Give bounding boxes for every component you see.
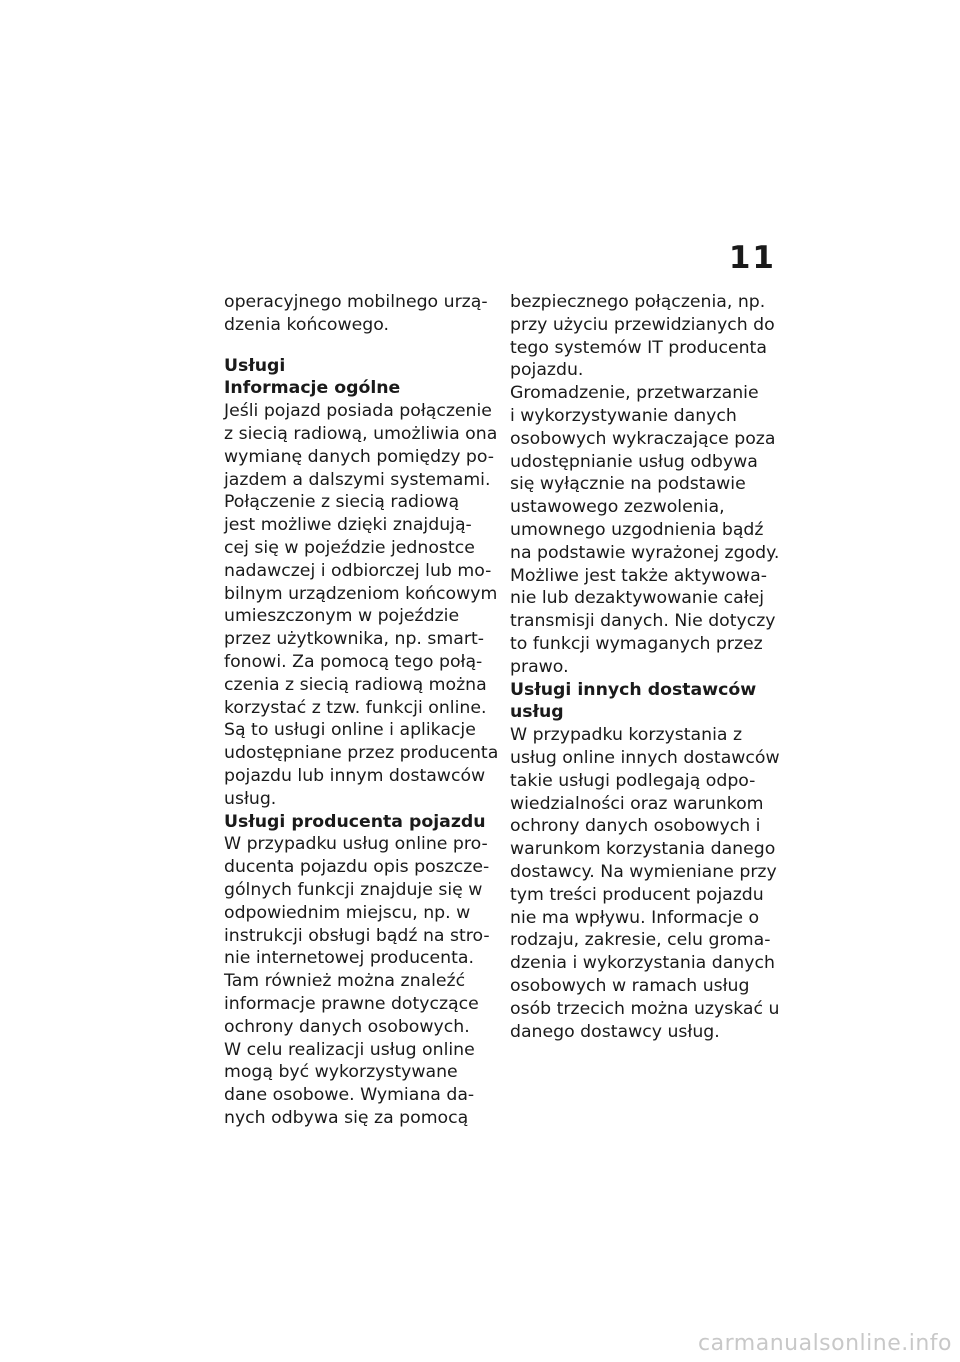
right-column [510, 291, 792, 1043]
text-line: na podstawie wyrażonej zgody. [510, 542, 780, 563]
text-line: dostawcy. Na wymieniane przy [510, 861, 777, 882]
text-line: przy użyciu przewidzianych do [510, 314, 775, 335]
text-line: Jeśli pojazd posiada połączenie [224, 401, 492, 422]
text-line: usług online innych dostawców [510, 747, 780, 768]
text-line: rodzaju, zakresie, celu groma- [510, 930, 771, 951]
text-line: Możliwe jest także aktywowa- [510, 565, 767, 586]
text-line: nie lub dezaktywowanie całej [510, 588, 765, 609]
text-line: operacyjnego mobilnego urzą- [224, 292, 488, 312]
text-line: Tam również można znaleźć [224, 971, 466, 992]
text-line: Są to usługi online i aplikacje [224, 720, 476, 741]
text-line: ochrony danych osobowych i [510, 816, 761, 837]
text-line: informacje prawne dotyczące [224, 993, 479, 1014]
text-line: odpowiednim miejscu, np. w [224, 902, 471, 923]
text-line: ochrony danych osobowych. [224, 1016, 470, 1037]
text-line: takie usługi podlegają odpo- [510, 770, 756, 791]
text-line: udostępniane przez producenta [224, 743, 499, 764]
section-heading: usług [510, 702, 564, 723]
text-line: ustawowego zezwolenia, [510, 497, 725, 518]
text-line: osobowych w ramach usług [510, 975, 750, 996]
text-line: korzystać z tzw. funkcji online. [224, 697, 487, 718]
text-line: W przypadku usług online pro- [224, 834, 488, 855]
text-line: cej się w pojeździe jednostce [224, 537, 475, 558]
text-line: nie internetowej producenta. [224, 948, 474, 969]
text-line: fonowi. Za pomocą tego połą- [224, 651, 483, 672]
text-line: instrukcji obsługi bądź na stro- [224, 925, 490, 946]
text-line: nych odbywa się za pomocą [224, 1107, 469, 1128]
text-line: nadawczej i odbiorczej lub mo- [224, 560, 492, 581]
text-line: wiedzialności oraz warunkom [510, 793, 764, 814]
page-number: 11 [728, 240, 776, 276]
text-line: wymianę danych pomiędzy po- [224, 446, 495, 467]
text-line: prawo. [510, 656, 569, 677]
text-line: tym treści producent pojazdu [510, 884, 764, 905]
text-line: jest możliwe dzięki znajdują- [224, 515, 472, 536]
text-line: bilnym urządzeniom końcowym [224, 583, 498, 604]
text-line: jazdem a dalszymi systemami. [224, 469, 491, 490]
text-line: udostępnianie usług odbywa [510, 451, 758, 472]
text-line: to funkcji wymaganych przez [510, 633, 763, 654]
text-line: W celu realizacji usług online [224, 1039, 475, 1060]
text-line: pojazdu lub innym dostawców [224, 765, 486, 786]
text-line: umieszczonym w pojeździe [224, 606, 460, 627]
watermark: carmanualsonline.info [698, 1331, 952, 1356]
left-column [224, 291, 506, 1130]
text-line: Połączenie z siecią radiową [224, 492, 460, 513]
text-line: czenia z siecią radiową można [224, 674, 487, 695]
text-line: pojazdu. [510, 360, 584, 381]
text-line: usług. [224, 788, 277, 809]
text-line: W przypadku korzystania z [510, 725, 743, 746]
text-line: umownego uzgodnienia bądź [510, 519, 764, 540]
section-heading: Informacje ogólne [224, 378, 401, 399]
text-line: przez użytkownika, np. smart- [224, 629, 484, 650]
text-line: transmisji danych. Nie dotyczy [510, 611, 776, 632]
text-line: tego systemów IT producenta [510, 337, 767, 358]
text-line: dane osobowe. Wymiana da- [224, 1085, 475, 1106]
text-line: Gromadzenie, przetwarzanie [510, 383, 759, 404]
text-line: bezpiecznego połączenia, np. [510, 292, 766, 312]
section-heading: Usługi innych dostawców [510, 679, 757, 700]
text-line: danego dostawcy usług. [510, 1021, 720, 1042]
text-line: osób trzecich można uzyskać u [510, 998, 780, 1019]
text-line: osobowych wykraczające poza [510, 428, 776, 449]
text-line: dzenia końcowego. [224, 314, 389, 335]
text-line: z siecią radiową, umożliwia ona [224, 423, 498, 444]
text-line: nie ma wpływu. Informacje o [510, 907, 760, 928]
text-line: i wykorzystywanie danych [510, 405, 737, 426]
text-line: mogą być wykorzystywane [224, 1062, 458, 1083]
text-line: ducenta pojazdu opis poszcze- [224, 857, 490, 878]
text-line: dzenia i wykorzystania danych [510, 953, 775, 974]
text-line: się wyłącznie na podstawie [510, 474, 746, 495]
text-line: gólnych funkcji znajduje się w [224, 879, 483, 900]
section-heading: Usługi [224, 355, 286, 376]
paragraph-gap [224, 337, 506, 355]
text-line: warunkom korzystania danego [510, 839, 776, 860]
section-heading: Usługi producenta pojazdu [224, 811, 486, 832]
